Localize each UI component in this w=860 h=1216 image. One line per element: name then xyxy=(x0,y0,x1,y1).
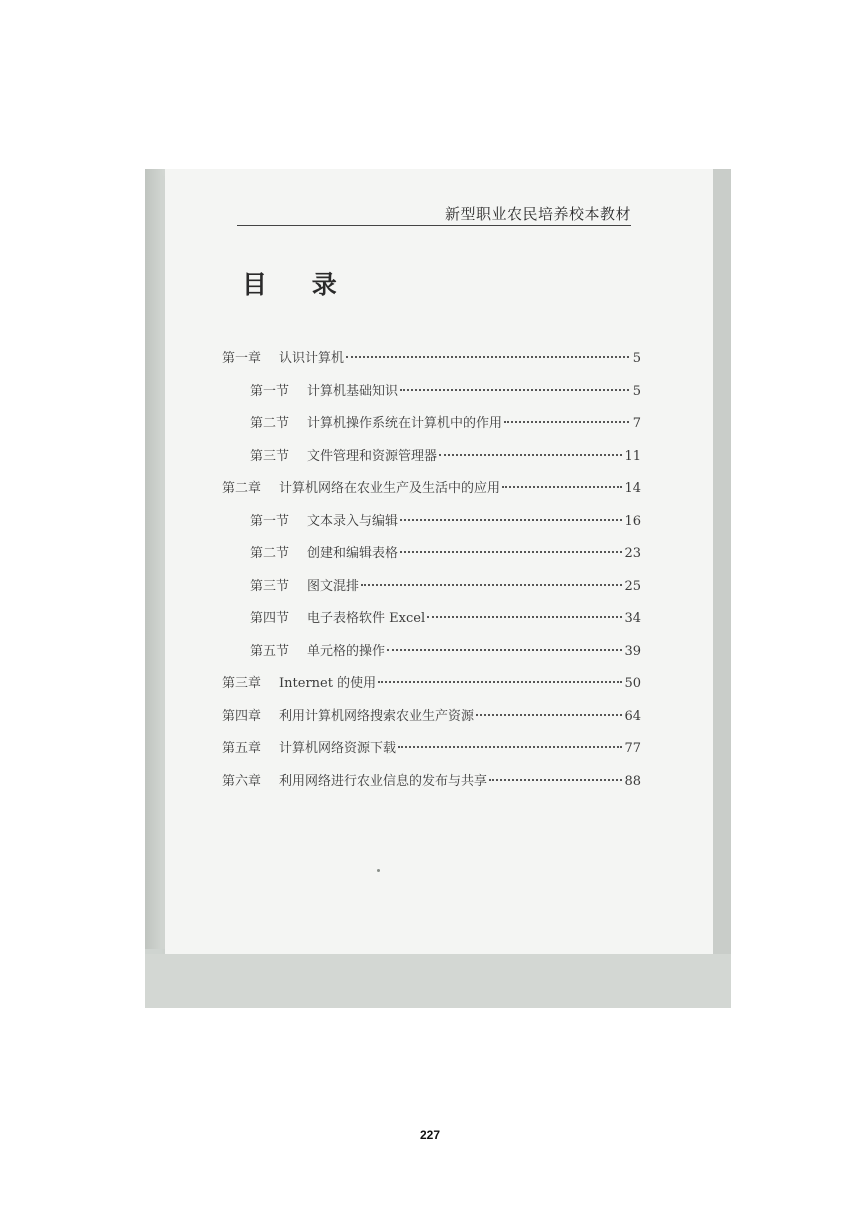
toc-entry-title: Internet 的使用 xyxy=(279,676,377,691)
toc-entry-title: 文件管理和资源管理器 xyxy=(307,448,438,464)
toc-dot-leader xyxy=(378,681,622,683)
toc-entry-title: 利用网络进行农业信息的发布与共享 xyxy=(279,773,488,789)
toc-heading: 目 录 xyxy=(242,270,355,299)
toc-entry-page: 50 xyxy=(624,676,641,691)
toc-entry xyxy=(250,510,641,530)
toc-entry-label: 第二章 xyxy=(222,481,262,496)
toc-entry-page: 25 xyxy=(624,578,641,594)
toc-entry-label: 第五节 xyxy=(250,643,290,659)
toc-entry-title: 图文混排 xyxy=(307,578,360,594)
toc-entry xyxy=(250,542,641,562)
toc-entry-label: 第二节 xyxy=(250,546,290,561)
toc-entry-page: 88 xyxy=(624,773,641,789)
toc-entry-label: 第三章 xyxy=(222,676,262,691)
toc-entry xyxy=(222,672,641,692)
toc-dot-leader xyxy=(346,356,629,358)
toc-entry-title: 单元格的操作 xyxy=(307,643,386,659)
toc-entry-page: 34 xyxy=(624,611,641,626)
toc-dot-leader xyxy=(439,454,622,456)
scan-speck xyxy=(377,869,380,872)
toc-entry-page: 5 xyxy=(632,383,641,399)
toc-entry xyxy=(250,380,641,400)
toc-entry-page: 64 xyxy=(624,708,641,724)
toc-entry-title: 文本录入与编辑 xyxy=(307,513,399,529)
toc-entry-page: 77 xyxy=(624,741,641,756)
toc-entry xyxy=(222,347,641,367)
toc-entry-label: 第一章 xyxy=(222,351,262,366)
toc-entry xyxy=(250,640,641,660)
header-rule xyxy=(237,225,631,226)
toc-dot-leader xyxy=(504,421,629,423)
toc-dot-leader xyxy=(476,714,622,716)
toc-entry-title: 计算机网络资源下载 xyxy=(279,741,397,756)
toc-entry-page: 23 xyxy=(624,546,641,561)
toc-entry-label: 第四节 xyxy=(250,611,290,626)
toc-dot-leader xyxy=(398,746,622,748)
toc-entry-label: 第二节 xyxy=(250,416,290,431)
page-number: 227 xyxy=(419,1128,441,1142)
toc-dot-leader xyxy=(489,779,622,781)
toc-entry-page: 11 xyxy=(624,448,641,464)
toc-entry-title: 计算机操作系统在计算机中的作用 xyxy=(307,416,503,431)
scan-bottom-margin xyxy=(145,954,731,1008)
toc-entry-label: 第五章 xyxy=(222,741,262,756)
toc-entry-title: 电子表格软件 Excel xyxy=(307,611,426,626)
book-page xyxy=(165,169,713,954)
toc-entry-label: 第三节 xyxy=(250,578,290,594)
toc-dot-leader xyxy=(427,616,622,618)
toc-entry xyxy=(250,575,641,595)
scanned-page-image xyxy=(145,169,731,1008)
toc-entry-title: 计算机网络在农业生产及生活中的应用 xyxy=(279,481,501,496)
toc-dot-leader xyxy=(400,389,629,391)
scan-right-edge xyxy=(713,169,731,1008)
toc-entry xyxy=(250,607,641,627)
toc-entry-title: 利用计算机网络搜索农业生产资源 xyxy=(279,708,475,724)
toc-entry-page: 5 xyxy=(632,351,641,366)
toc-dot-leader xyxy=(400,519,622,521)
toc-entry xyxy=(222,705,641,725)
toc-entry xyxy=(250,445,641,465)
toc-entry xyxy=(250,412,641,432)
toc-dot-leader xyxy=(400,551,622,553)
toc-entry-label: 第六章 xyxy=(222,773,262,789)
toc-entry xyxy=(222,770,641,790)
toc-entry-label: 第一节 xyxy=(250,513,290,529)
toc-entry-label: 第四章 xyxy=(222,708,262,724)
toc-entry-title: 计算机基础知识 xyxy=(307,383,399,399)
book-header-title: 新型职业农民培养校本教材 xyxy=(444,205,631,223)
toc-entry-title: 创建和编辑表格 xyxy=(307,546,399,561)
toc-dot-leader xyxy=(361,584,622,586)
toc-entry-page: 7 xyxy=(632,416,641,431)
toc-entry-page: 14 xyxy=(624,481,641,496)
toc-entry-label: 第一节 xyxy=(250,383,290,399)
toc-dot-leader xyxy=(502,486,622,488)
toc-entry xyxy=(222,737,641,757)
toc-entry xyxy=(222,477,641,497)
toc-entry-label: 第三节 xyxy=(250,448,290,464)
toc-entry-page: 16 xyxy=(624,513,641,529)
toc-entry-page: 39 xyxy=(624,643,641,659)
toc-entry-title: 认识计算机 xyxy=(279,351,345,366)
toc-dot-leader xyxy=(387,649,622,651)
